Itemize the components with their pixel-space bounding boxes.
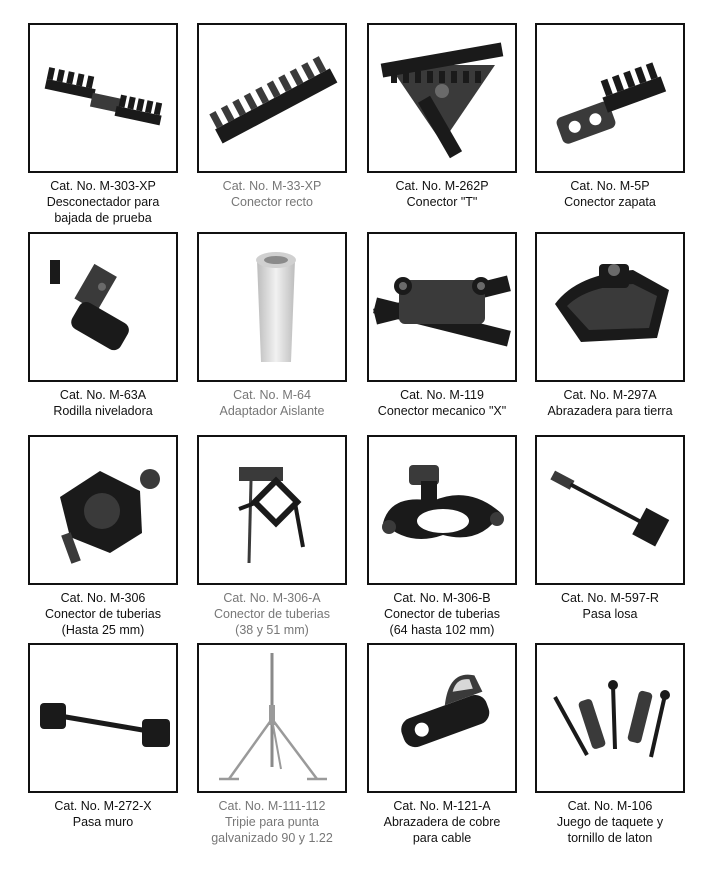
tripod-icon (199, 645, 345, 791)
product-photo-frame (535, 232, 685, 382)
product-description-line: para cable (412, 831, 472, 845)
straight-connector-icon (199, 25, 345, 171)
disconnector-icon (30, 25, 176, 171)
product-photo-frame (197, 643, 347, 793)
pipe-connector-icon (30, 437, 176, 583)
catalog-number: Cat. No. M-64 (233, 388, 311, 402)
catalog-number: Cat. No. M-303-XP (50, 179, 156, 193)
catalog-number: Cat. No. M-111-112 (218, 799, 326, 813)
slab-pass-icon (537, 437, 683, 583)
product-description-line: Rodilla niveladora (53, 404, 153, 418)
catalog-number: Cat. No. M-597-R (561, 591, 659, 605)
product-description-line: Conector mecanico "X" (377, 404, 507, 418)
product-photo-frame (197, 23, 347, 173)
pipe-connector-b-icon (369, 437, 515, 583)
catalog-number: Cat. No. M-63A (59, 388, 147, 402)
product-caption (185, 798, 359, 846)
product-description-line: Pasa muro (72, 815, 134, 829)
product-photo-frame (367, 435, 517, 585)
product-description-line: Pasa losa (582, 607, 638, 621)
product-photo-frame (28, 435, 178, 585)
x-connector-icon (369, 234, 515, 380)
product-description-line: (Hasta 25 mm) (61, 623, 145, 637)
product-description-line: galvanizado 90 y 1.22 (211, 831, 333, 845)
product-photo-frame (535, 23, 685, 173)
product-photo-frame (28, 23, 178, 173)
product-caption (16, 798, 190, 830)
product-description-line: Abrazadera para tierra (547, 404, 673, 418)
product-caption (355, 178, 529, 210)
product-caption (355, 798, 529, 846)
product-description-line: Conector de tuberias (213, 607, 331, 621)
product-description-line: (64 hasta 102 mm) (389, 623, 495, 637)
product-caption (185, 590, 359, 638)
pipe-connector-a-icon (199, 437, 345, 583)
product-caption (355, 590, 529, 638)
product-description-line: (38 y 51 mm) (235, 623, 309, 637)
catalog-number: Cat. No. M-106 (567, 799, 653, 813)
product-caption (355, 387, 529, 419)
catalog-number: Cat. No. M-5P (570, 179, 650, 193)
product-description-line: Abrazadera de cobre (383, 815, 501, 829)
product-photo-frame (535, 643, 685, 793)
product-photo-frame (28, 232, 178, 382)
catalog-number: Cat. No. M-262P (395, 179, 489, 193)
product-caption (16, 178, 190, 226)
catalog-number: Cat. No. M-33-XP (222, 179, 322, 193)
product-caption (185, 387, 359, 419)
t-connector-icon (369, 25, 515, 171)
product-description-line: Tripie para punta (224, 815, 320, 829)
insulating-adapter-icon (199, 234, 345, 380)
product-caption (523, 590, 697, 622)
product-description-line: Desconectador para (46, 195, 160, 209)
catalog-number: Cat. No. M-121-A (393, 799, 491, 813)
wall-pass-icon (30, 645, 176, 791)
product-photo-frame (367, 23, 517, 173)
product-caption (523, 178, 697, 210)
catalog-number: Cat. No. M-272-X (54, 799, 152, 813)
product-caption (16, 590, 190, 638)
product-description-line: Conector zapata (564, 195, 656, 209)
product-description-line: Conector recto (231, 195, 313, 209)
product-photo-frame (197, 435, 347, 585)
catalog-number: Cat. No. M-306-A (223, 591, 321, 605)
product-photo-frame (367, 643, 517, 793)
product-photo-frame (197, 232, 347, 382)
catalog-number: Cat. No. M-306-B (393, 591, 491, 605)
leveling-knee-icon (30, 234, 176, 380)
cable-clamp-icon (369, 645, 515, 791)
catalog-number: Cat. No. M-306 (60, 591, 146, 605)
product-caption (523, 798, 697, 846)
product-photo-frame (367, 232, 517, 382)
catalog-number: Cat. No. M-119 (400, 388, 484, 402)
product-description-line: bajada de prueba (54, 211, 152, 225)
catalog-number: Cat. No. M-297A (563, 388, 657, 402)
product-description-line: Juego de taquete y (556, 815, 664, 829)
product-description-line: tornillo de laton (567, 831, 653, 845)
product-caption (16, 387, 190, 419)
product-description-line: Adaptador Aislante (219, 404, 325, 418)
product-caption (523, 387, 697, 419)
lug-connector-icon (537, 25, 683, 171)
product-photo-frame (535, 435, 685, 585)
product-photo-frame (28, 643, 178, 793)
ground-clamp-icon (537, 234, 683, 380)
anchor-screw-set-icon (537, 645, 683, 791)
product-caption (185, 178, 359, 210)
product-description-line: Conector de tuberias (44, 607, 162, 621)
product-description-line: Conector "T" (406, 195, 478, 209)
product-description-line: Conector de tuberias (383, 607, 501, 621)
